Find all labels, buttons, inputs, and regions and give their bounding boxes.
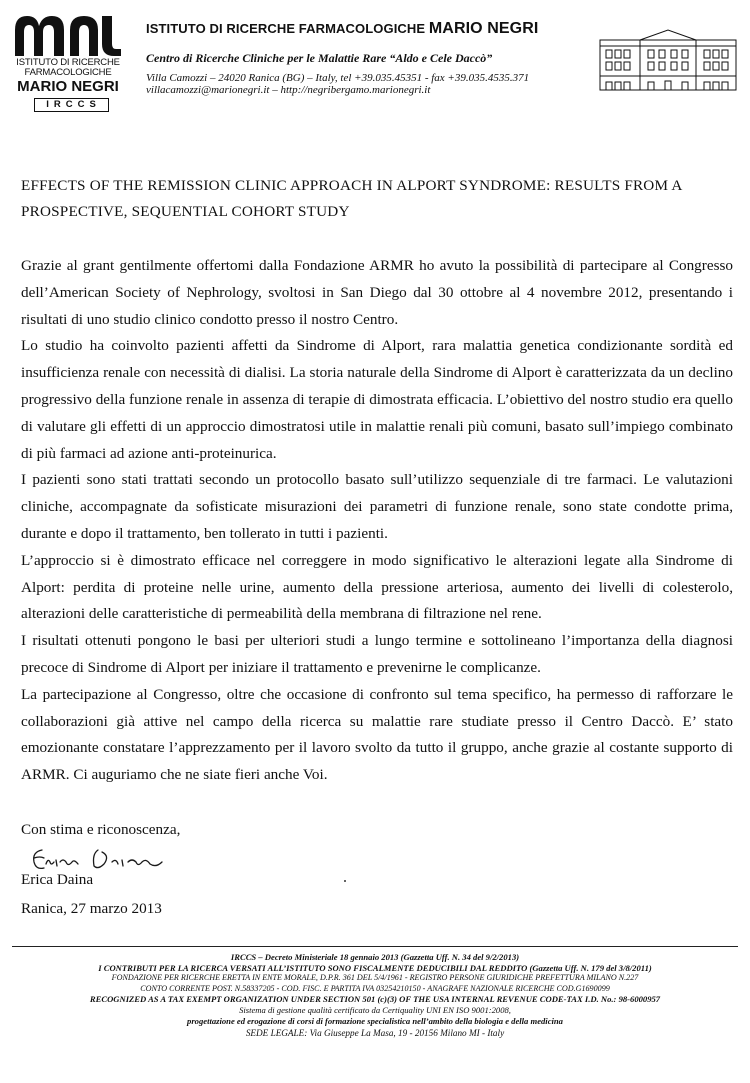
mn-logo-mark <box>12 12 124 58</box>
place-date: Ranica, 27 marzo 2013 <box>21 900 162 917</box>
institute-logo <box>12 12 130 132</box>
body-paragraph: I risultati ottenuti pongono le basi per ulteriori studi a lungo termine e sottolineano l’importanza della diagnosi precoce di Sindrome di Alport per iniziare il trattamento e prevenirne le complicanze. <box>21 632 733 676</box>
body-paragraph: La partecipazione al Congresso, oltre che occasione di confronto sul tema specifico, ha permesso di rafforzare le collaborazioni già attive nel campo della ricerca su malattie rare studiate presso il Centro Daccò. E’ stato emozionante constatare l’apprezzamento per il lavoro svolto da tutto il gruppo, anche grazie al costante supporto di ARMR. Ci auguriamo che ne siate fieri anche Voi. <box>21 685 733 784</box>
letter-body <box>21 253 733 789</box>
signer-name: Erica Daina <box>21 871 94 888</box>
body-paragraph: Lo studio ha coinvolto pazienti affetti da Sindrome di Alport, rara malattia genetica condizionante sordità ed insufficienza renale con necessità di dialisi. La storia naturale della Sindrome di Alport è caratterizzata da un declino progressivo della funzione renale in assenza di terapie di dimostrata efficacia. L’obiettivo del nostro studio era quello di valutare gli effetti di un approccio dimostratosi utile in malattie renali più comuni, basato sull’impiego combinato di più farmaci ad azione anti-proteinurica. <box>21 337 733 462</box>
logo-line-2: FARMACOLOGICHE <box>24 67 112 78</box>
footer-line: IRCCS – Decreto Ministeriale 18 gennaio 2013 (Gazzetta Uff. N. 34 del 9/2/2013) <box>230 952 520 962</box>
letterhead <box>146 20 586 96</box>
logo-line-1: ISTITUTO DI RICERCHE <box>16 57 120 68</box>
institute-prefix: ISTITUTO DI RICERCHE FARMACOLOGICHE <box>146 21 426 36</box>
document-title: EFFECTS OF THE REMISSION CLINIC APPROACH IN ALPORT SYNDROME: RESULTS FROM A PROSPECTIVE, SEQUENTIAL COHORT STUDY <box>21 177 682 220</box>
villa-building-icon <box>598 28 738 92</box>
footer-line: CONTO CORRENTE POST. N.58337205 - COD. FISC. E PARTITA IVA 03254210150 - ANAGRAFE NAZIONALE RICERCHE COD.G1690099 <box>140 983 610 993</box>
footer-line: Sistema di gestione qualità certificato da Certiquality UNI EN ISO 9001:2008, <box>239 1004 511 1015</box>
body-paragraph: Grazie al grant gentilmente offertomi dalla Fondazione ARMR ho avuto la possibilità di partecipare al Congresso dell’American Society of Nephrology, svoltosi in San Diego dal 30 ottobre al 4 novembre 2012, presentando i risultati di uno studio clinico condotto presso il nostro Centro. <box>21 257 733 328</box>
registered-office: SEDE LEGALE: Via Giuseppe La Masa, 19 - 20156 Milano MI - Italy <box>245 1028 505 1039</box>
footer-line: FONDAZIONE PER RICERCHE ERETTA IN ENTE MORALE, D.P.R. 361 DEL 5/4/1961 - REGISTRO PERSONE GIURIDICHE PREFETTURA MILANO N.227 <box>111 973 639 983</box>
closing-salutation: Con stima e riconoscenza, <box>21 821 181 838</box>
centre-name: Centro di Ricerche Cliniche per le Malattie Rare “Aldo e Cele Daccò” <box>146 51 493 65</box>
footer-line: I CONTRIBUTI PER LA RICERCA VERSATI ALL’ISTITUTO SONO FISCALMENTE DEDUCIBILI DAL REDDITO (Gazzetta Uff. N. 179 del 3/8/2011) <box>98 962 652 973</box>
scan-speck <box>344 880 346 882</box>
legal-footer <box>0 952 750 1039</box>
footer-divider <box>12 946 738 947</box>
institute-name <box>146 20 586 38</box>
footer-line: RECOGNIZED AS A TAX EXEMPT ORGANIZATION UNDER SECTION 501 (c)(3) OF THE USA INTERNAL REVENUE CODE-TAX I.D. No.: 98-6000957 <box>89 994 661 1005</box>
logo-line-3: MARIO NEGRI <box>17 78 119 95</box>
body-paragraph: L’approccio si è dimostrato efficace nel correggere in modo significativo le alterazioni legate alla Sindrome di Alport: perdita di proteine nelle urine, aumento della pressione arteriosa, aumento dei livelli di colesterolo, alterazioni delle caratteristiche di permeabilità della membrana di filtrazione nel rene. <box>21 551 733 623</box>
irccs-badge: IRCCS <box>34 98 109 112</box>
body-paragraph: I pazienti sono stati trattati secondo un protocollo basato sull’utilizzo sequenziale di tre farmaci. Le valutazioni cliniche, accompagnate da sofisticate misurazioni dei parametri di funzione renale, sono state condotte prima, durante e dopo il trattamento, ben tollerato in tutti i pazienti. <box>21 471 733 542</box>
footer-line: progettazione ed erogazione di corsi di formazione specialistica nell’ambito della biologia e della medicina <box>187 1015 563 1026</box>
institute-name-main: MARIO NEGRI <box>428 20 539 37</box>
contact-line: villacamozzi@marionegri.it – http://negribergamo.marionegri.it <box>146 84 431 96</box>
address-line: Villa Camozzi – 24020 Ranica (BG) – Italy, tel +39.035.45351 - fax +39.035.4535.371 <box>146 72 530 84</box>
